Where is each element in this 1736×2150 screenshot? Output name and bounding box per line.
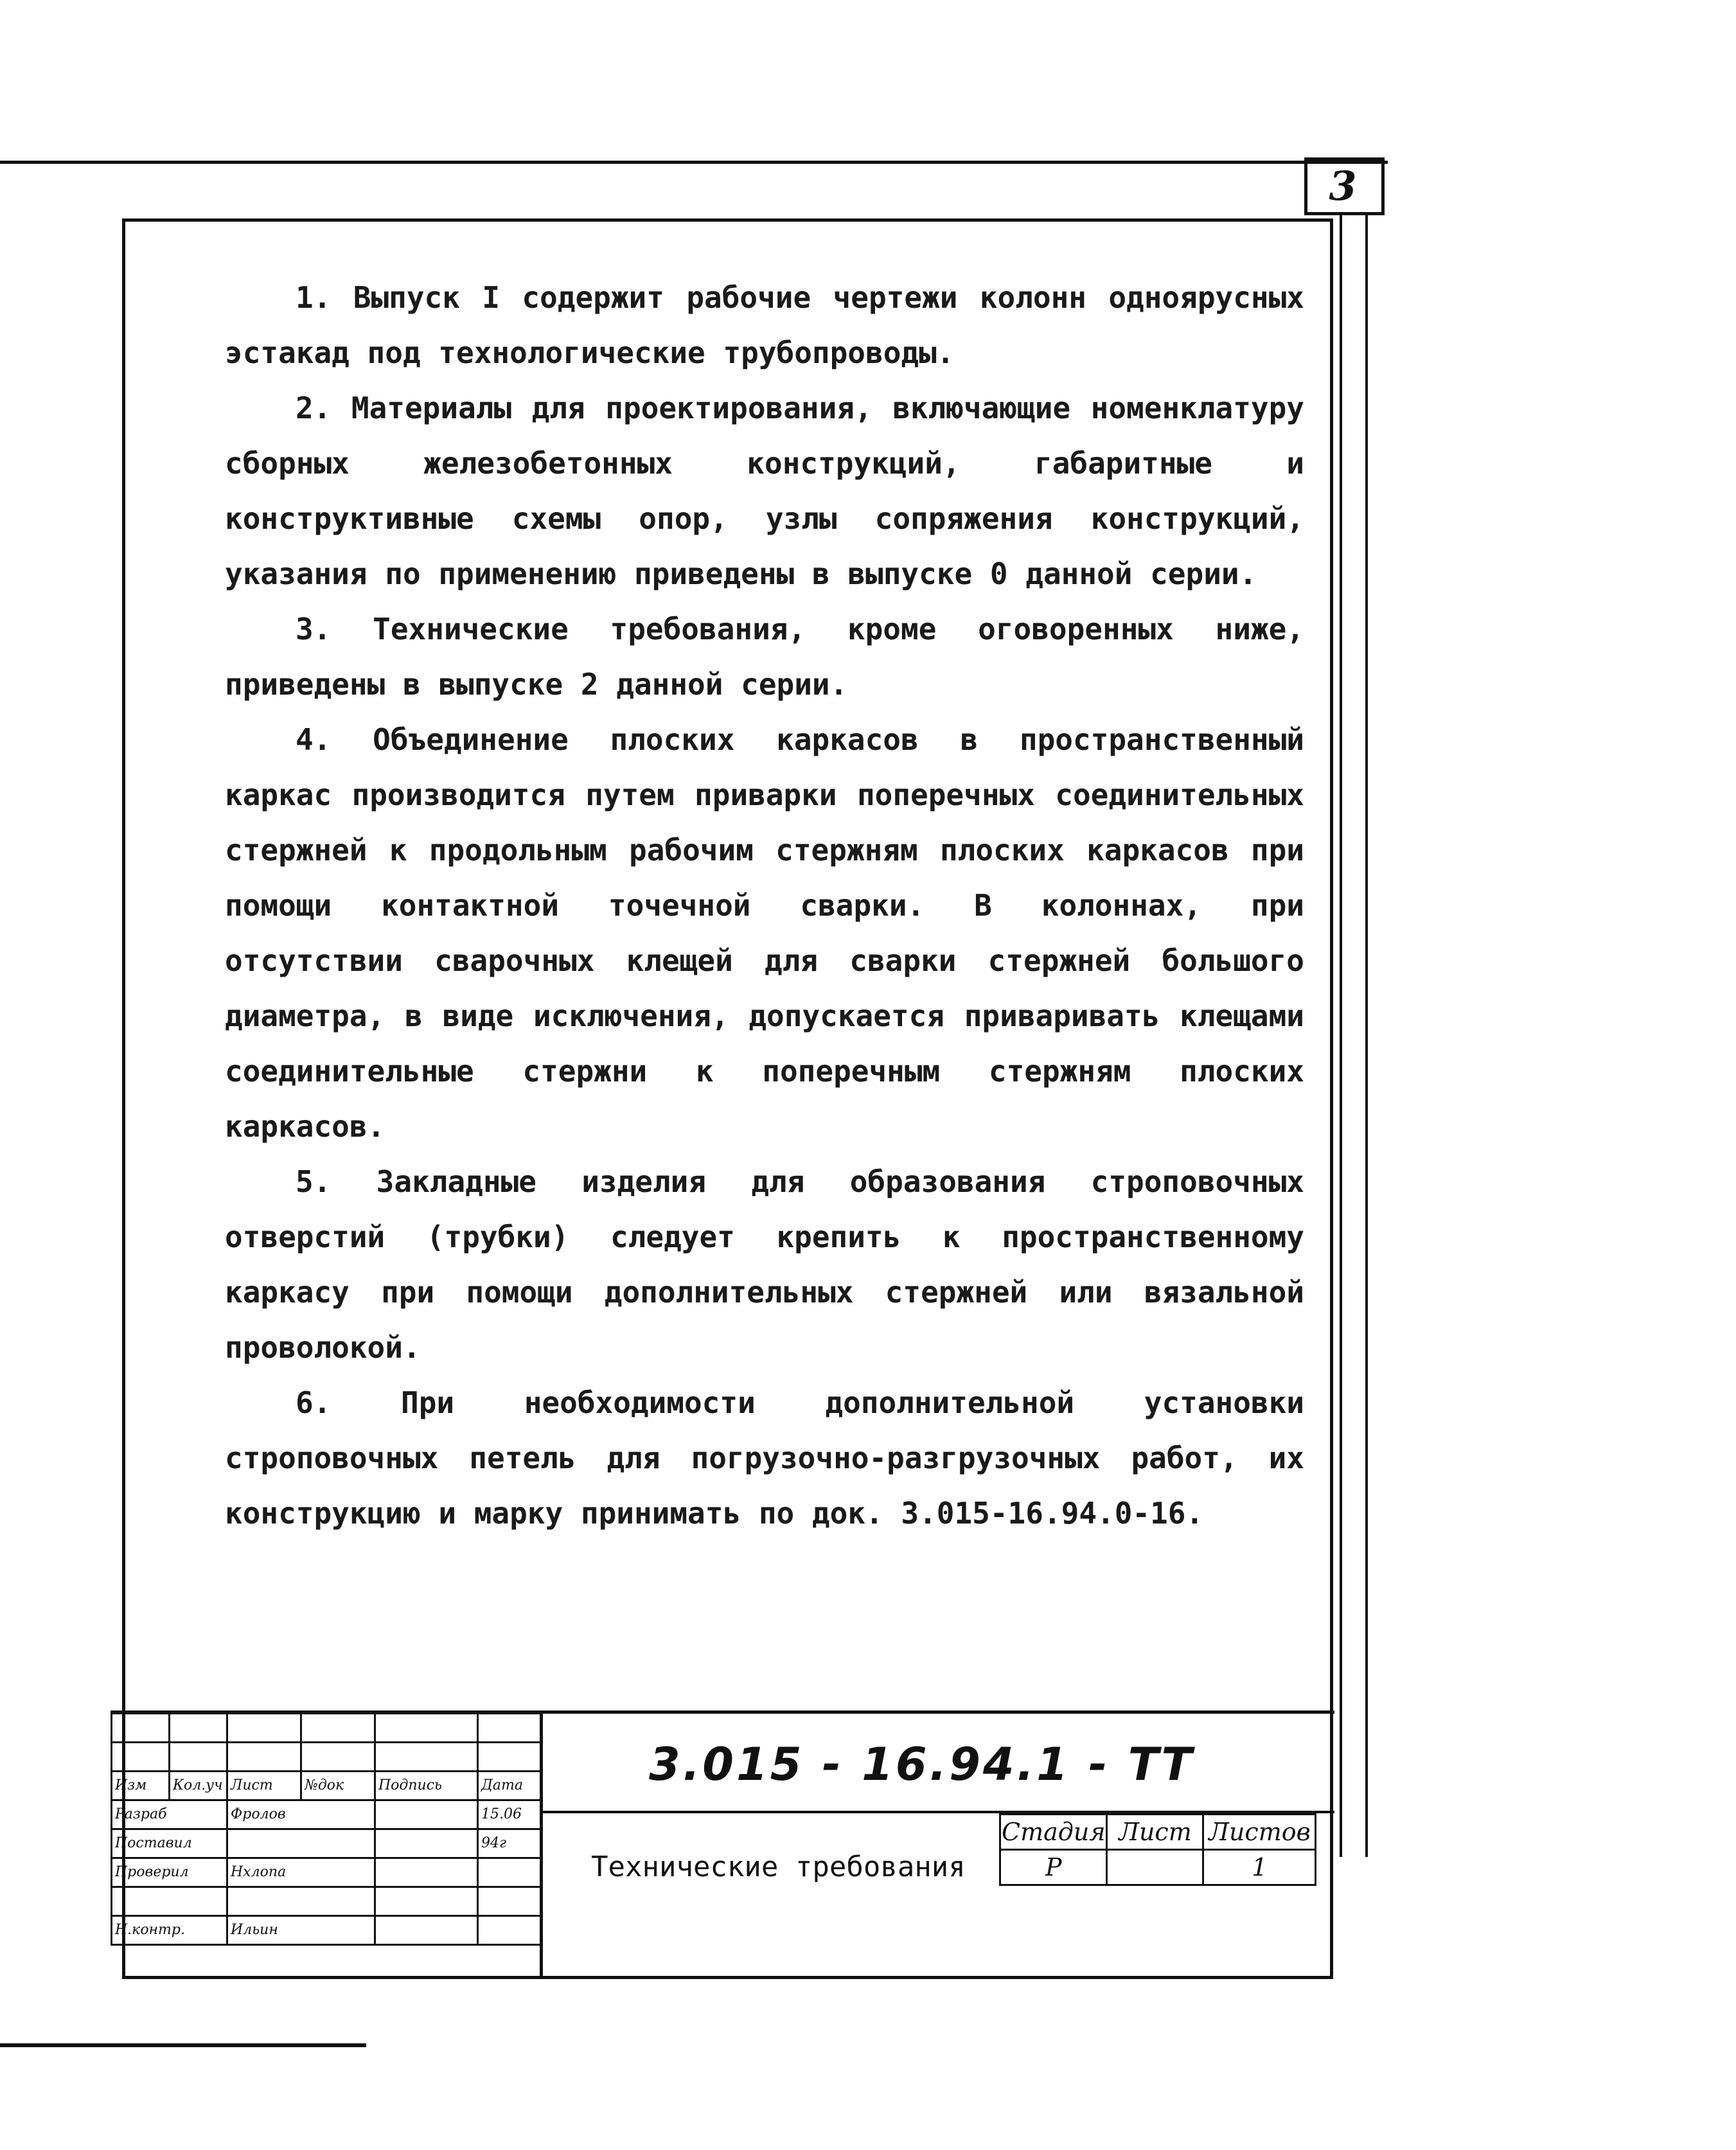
name: Нхлопа <box>227 1858 375 1887</box>
sign <box>375 1829 478 1858</box>
sign <box>375 1800 478 1829</box>
note-5: 5. Закладные изделия для образования строповочных отверстий (трубки) следует крепить к пространственному каркасу при помощи дополнительных стержней или вязальной проволокой. <box>225 1164 1304 1365</box>
sheet-header: Лист <box>1107 1815 1203 1850</box>
role: Поставил <box>112 1829 227 1858</box>
stage-table <box>999 1813 1316 1886</box>
right-margin-line <box>1340 212 1342 1857</box>
signature-row <box>112 1800 542 1829</box>
stage-header: Стадия <box>1000 1815 1107 1850</box>
document-title: Технические требования <box>591 1851 966 1883</box>
note-4: 4. Объединение плоских каркасов в пространственный каркас производится путем приварки поперечных соединительных стержней к продольным рабочим стержням плоских каркасов при помощи контактной точечной сварки. В колоннах, при отсутствии сварочных клещей для сварки стержней большого диаметра, в виде исключения, допускается приваривать клещами соединительные стержни к поперечным стержням плоских каркасов. <box>225 722 1304 1144</box>
sign <box>375 1858 478 1887</box>
sheets-value: 1 <box>1203 1850 1316 1885</box>
header-ndok: №док <box>301 1772 375 1800</box>
name <box>227 1829 375 1858</box>
role: Разраб <box>112 1800 227 1829</box>
revision-header-row <box>112 1772 542 1800</box>
right-margin-line-outer <box>1365 212 1368 1857</box>
note-1: 1. Выпуск I содержит рабочие чертежи колонн одноярусных эстакад под технологические трубопроводы. <box>225 280 1304 370</box>
name: Фролов <box>227 1800 375 1829</box>
top-border-line <box>0 161 1388 164</box>
note-2: 2. Материалы для проектирования, включающие номенклатуру сборных железобетонных конструкций, габаритные и конструктивные схемы опор, узлы сопряжения конструкций, указания по применению приведены в выпуске 0 данной серии. <box>225 391 1304 591</box>
name: Ильин <box>227 1916 375 1945</box>
header-kol-uch: Кол.уч <box>170 1772 227 1800</box>
document-code: 3.015 - 16.94.1 - ТТ <box>649 1738 1195 1791</box>
note-6: 6. При необходимости дополнительной установки строповочных петель для погрузочно-разгрузочных работ, их конструкцию и марку принимать по док. 3.015-16.94.0-16. <box>225 1385 1304 1531</box>
sheets-header: Листов <box>1203 1815 1316 1850</box>
date <box>478 1858 542 1887</box>
date: 94г <box>478 1829 542 1858</box>
signature-row <box>112 1916 542 1945</box>
role: Проверил <box>112 1858 227 1887</box>
page-number: 3 <box>1329 163 1357 209</box>
signature-row <box>112 1829 542 1858</box>
revision-table <box>111 1712 543 1946</box>
header-data: Дата <box>478 1772 542 1800</box>
sheet-value <box>1107 1850 1203 1885</box>
header-list: Лист <box>227 1772 301 1800</box>
stage-value: Р <box>1000 1850 1107 1885</box>
header-podpis: Подпись <box>375 1772 478 1800</box>
sign <box>375 1916 478 1945</box>
signature-row <box>112 1858 542 1887</box>
date <box>478 1916 542 1945</box>
technical-notes <box>225 270 1304 1541</box>
left-bottom-scan-mark <box>0 2043 366 2047</box>
note-3: 3. Технические требования, кроме оговоренных ниже, приведены в выпуске 2 данной серии. <box>225 612 1304 702</box>
header-izm: Изм <box>112 1772 170 1800</box>
role: Н.контр. <box>112 1916 227 1945</box>
date: 15.06 <box>478 1800 542 1829</box>
